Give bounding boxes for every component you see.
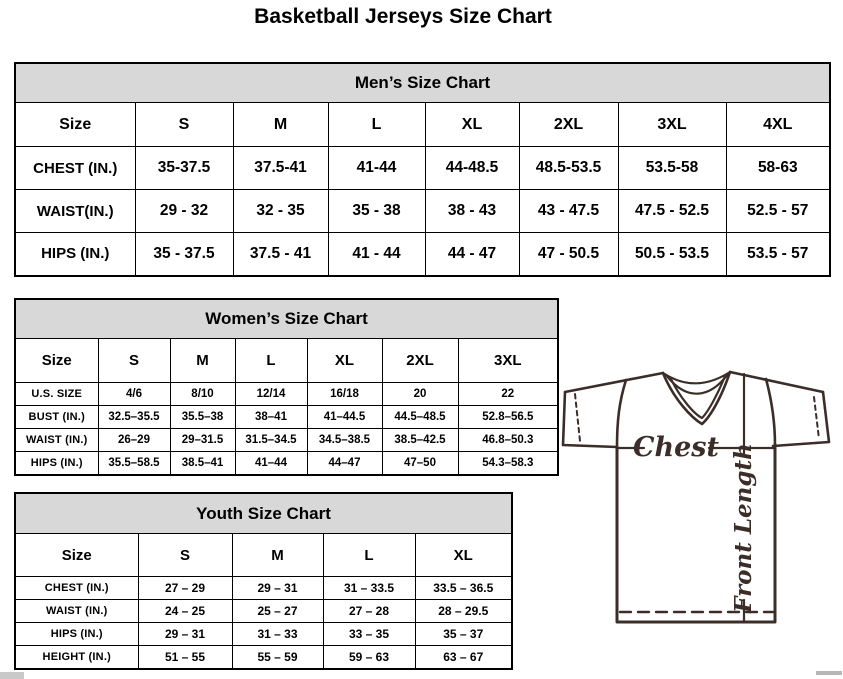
size-cell: 46.8–50.3 bbox=[458, 429, 558, 452]
size-cell: 48.5-53.5 bbox=[519, 147, 618, 190]
size-cell: 20 bbox=[382, 383, 458, 406]
col-header: S bbox=[98, 339, 170, 383]
row-label: WAIST(IN.) bbox=[15, 190, 135, 233]
col-header-size: Size bbox=[15, 339, 98, 383]
row-label: HIPS (IN.) bbox=[15, 452, 98, 475]
size-cell: 34.5–38.5 bbox=[307, 429, 382, 452]
size-cell: 51 – 55 bbox=[138, 646, 232, 669]
size-cell: 53.5-58 bbox=[618, 147, 726, 190]
mens-size-chart-table bbox=[14, 62, 831, 277]
size-cell: 41 - 44 bbox=[328, 233, 425, 276]
col-header: XL bbox=[425, 103, 519, 147]
size-cell: 33.5 – 36.5 bbox=[415, 577, 512, 600]
col-header: 4XL bbox=[726, 103, 830, 147]
col-header: L bbox=[323, 534, 415, 577]
row-label: CHEST (IN.) bbox=[15, 577, 138, 600]
col-header: L bbox=[235, 339, 307, 383]
size-cell: 44.5–48.5 bbox=[382, 406, 458, 429]
size-cell: 29 – 31 bbox=[138, 623, 232, 646]
jersey-sleeve-left bbox=[563, 392, 617, 447]
table-row bbox=[15, 63, 830, 103]
size-cell: 4/6 bbox=[98, 383, 170, 406]
table-row bbox=[15, 600, 512, 623]
size-cell: 52.8–56.5 bbox=[458, 406, 558, 429]
table-row bbox=[15, 147, 830, 190]
col-header: S bbox=[135, 103, 233, 147]
size-cell: 35 - 37.5 bbox=[135, 233, 233, 276]
size-cell: 38–41 bbox=[235, 406, 307, 429]
size-cell: 27 – 28 bbox=[323, 600, 415, 623]
size-cell: 25 – 27 bbox=[232, 600, 323, 623]
size-cell: 52.5 - 57 bbox=[726, 190, 830, 233]
womens-chart-title: Women’s Size Chart bbox=[15, 299, 558, 339]
table-row bbox=[15, 577, 512, 600]
table-row bbox=[15, 623, 512, 646]
size-cell: 38 - 43 bbox=[425, 190, 519, 233]
row-label: CHEST (IN.) bbox=[15, 147, 135, 190]
table-row bbox=[15, 103, 830, 147]
size-cell: 35 - 38 bbox=[328, 190, 425, 233]
table-row bbox=[15, 299, 558, 339]
col-header: XL bbox=[307, 339, 382, 383]
size-cell: 37.5-41 bbox=[233, 147, 328, 190]
size-cell: 47 - 50.5 bbox=[519, 233, 618, 276]
row-label: HIPS (IN.) bbox=[15, 623, 138, 646]
size-cell: 55 – 59 bbox=[232, 646, 323, 669]
row-label: WAIST (IN.) bbox=[15, 429, 98, 452]
row-label: HEIGHT (IN.) bbox=[15, 646, 138, 669]
size-cell: 29 – 31 bbox=[232, 577, 323, 600]
size-cell: 31.5–34.5 bbox=[235, 429, 307, 452]
table-row bbox=[15, 406, 558, 429]
table-row bbox=[15, 190, 830, 233]
col-header-size: Size bbox=[15, 534, 138, 577]
size-cell: 28 – 29.5 bbox=[415, 600, 512, 623]
size-cell: 31 – 33 bbox=[232, 623, 323, 646]
row-label: BUST (IN.) bbox=[15, 406, 98, 429]
col-header: M bbox=[232, 534, 323, 577]
size-cell: 37.5 - 41 bbox=[233, 233, 328, 276]
size-cell: 8/10 bbox=[170, 383, 235, 406]
jersey-sleeve-right bbox=[773, 392, 829, 446]
jersey-sleeve-dash-right bbox=[814, 397, 819, 439]
size-cell: 35 – 37 bbox=[415, 623, 512, 646]
size-cell: 29 - 32 bbox=[135, 190, 233, 233]
col-header: 3XL bbox=[618, 103, 726, 147]
size-cell: 41-44 bbox=[328, 147, 425, 190]
jersey-armhole-left bbox=[617, 380, 626, 447]
col-header: L bbox=[328, 103, 425, 147]
size-cell: 44-48.5 bbox=[425, 147, 519, 190]
size-cell: 43 - 47.5 bbox=[519, 190, 618, 233]
size-cell: 35.5–58.5 bbox=[98, 452, 170, 475]
size-cell: 41–44 bbox=[235, 452, 307, 475]
size-cell: 22 bbox=[458, 383, 558, 406]
size-cell: 59 – 63 bbox=[323, 646, 415, 669]
jersey-armhole-right bbox=[766, 379, 775, 445]
horizontal-scrollbar-fragment-right[interactable] bbox=[816, 671, 842, 675]
size-cell: 38.5–42.5 bbox=[382, 429, 458, 452]
row-label: HIPS (IN.) bbox=[15, 233, 135, 276]
youth-chart-title: Youth Size Chart bbox=[15, 493, 512, 534]
size-cell: 32.5–35.5 bbox=[98, 406, 170, 429]
horizontal-scrollbar-fragment-left[interactable] bbox=[0, 672, 24, 679]
row-label: U.S. SIZE bbox=[15, 383, 98, 406]
size-cell: 27 – 29 bbox=[138, 577, 232, 600]
size-cell: 35.5–38 bbox=[170, 406, 235, 429]
jersey-shoulder-left bbox=[565, 373, 663, 392]
col-header: 2XL bbox=[519, 103, 618, 147]
womens-size-chart-table bbox=[14, 298, 559, 476]
size-cell: 50.5 - 53.5 bbox=[618, 233, 726, 276]
size-cell: 24 – 25 bbox=[138, 600, 232, 623]
col-header: 2XL bbox=[382, 339, 458, 383]
size-cell: 38.5–41 bbox=[170, 452, 235, 475]
size-cell: 33 – 35 bbox=[323, 623, 415, 646]
size-cell: 47–50 bbox=[382, 452, 458, 475]
jersey-diagram bbox=[552, 360, 842, 660]
size-cell: 35-37.5 bbox=[135, 147, 233, 190]
col-header: M bbox=[233, 103, 328, 147]
col-header: 3XL bbox=[458, 339, 558, 383]
table-row bbox=[15, 383, 558, 406]
table-row bbox=[15, 233, 830, 276]
size-cell: 58-63 bbox=[726, 147, 830, 190]
size-cell: 31 – 33.5 bbox=[323, 577, 415, 600]
size-cell: 63 – 67 bbox=[415, 646, 512, 669]
table-row bbox=[15, 646, 512, 669]
row-label: WAIST (IN.) bbox=[15, 600, 138, 623]
size-cell: 54.3–58.3 bbox=[458, 452, 558, 475]
page-title: Basketball Jerseys Size Chart bbox=[254, 5, 552, 28]
size-cell: 53.5 - 57 bbox=[726, 233, 830, 276]
size-cell: 16/18 bbox=[307, 383, 382, 406]
size-cell: 47.5 - 52.5 bbox=[618, 190, 726, 233]
size-cell: 32 - 35 bbox=[233, 190, 328, 233]
chest-measure-label: Chest bbox=[633, 432, 719, 463]
table-row bbox=[15, 339, 558, 383]
jersey-sleeve-dash-left bbox=[575, 394, 580, 441]
table-row bbox=[15, 429, 558, 452]
col-header: M bbox=[170, 339, 235, 383]
size-cell: 12/14 bbox=[235, 383, 307, 406]
youth-size-chart-table bbox=[14, 492, 513, 670]
size-cell: 41–44.5 bbox=[307, 406, 382, 429]
col-header: S bbox=[138, 534, 232, 577]
size-cell: 44 - 47 bbox=[425, 233, 519, 276]
size-cell: 26–29 bbox=[98, 429, 170, 452]
col-header: XL bbox=[415, 534, 512, 577]
table-row bbox=[15, 534, 512, 577]
mens-chart-title: Men’s Size Chart bbox=[15, 63, 830, 103]
table-row bbox=[15, 452, 558, 475]
size-cell: 44–47 bbox=[307, 452, 382, 475]
front-length-measure-label: Front Length bbox=[730, 443, 757, 613]
size-cell: 29–31.5 bbox=[170, 429, 235, 452]
jersey-collar-outer bbox=[663, 372, 730, 424]
col-header-size: Size bbox=[15, 103, 135, 147]
table-row bbox=[15, 493, 512, 534]
